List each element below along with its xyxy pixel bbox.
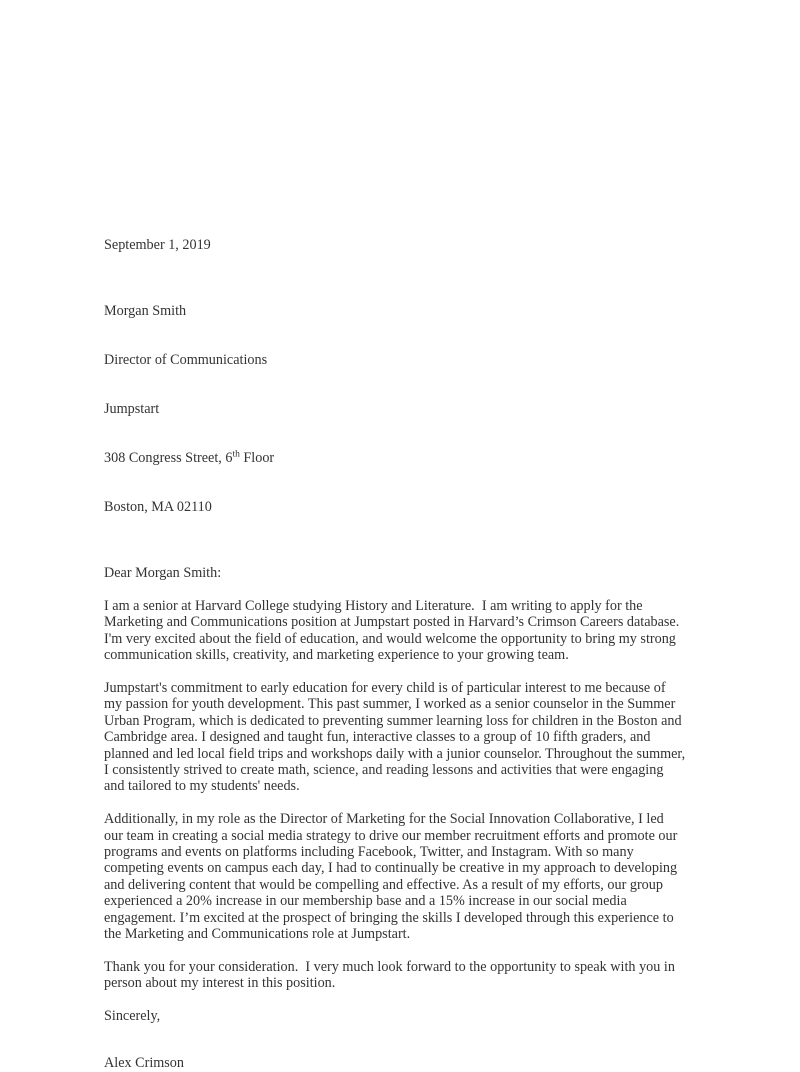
recipient-company: Jumpstart bbox=[104, 401, 160, 418]
recipient-name: Morgan Smith bbox=[104, 302, 187, 319]
recipient-city-state-zip: Boston, MA 02110 bbox=[104, 499, 212, 516]
recipient-street-address bbox=[104, 450, 686, 466]
body-paragraph-4: Thank you for your consideration. I very much look forward to the opportunity to speak with you in person about my interest in this position. bbox=[104, 958, 679, 992]
street-address-ordinal-superscript: th bbox=[232, 449, 240, 460]
letter-date: September 1, 2019 bbox=[104, 237, 211, 253]
signature-name: Alex Crimson bbox=[104, 1055, 184, 1072]
salutation: Dear Morgan Smith: bbox=[104, 565, 222, 582]
recipient-address-block bbox=[104, 270, 686, 549]
street-address-prefix: 308 Congress Street, 6 bbox=[104, 450, 233, 467]
body-paragraph-2: Jumpstart's commitment to early education for every child is of particular interest to me because of my passion for youth development. This past summer, I worked as a senior counselor in the Summer Urban Program, which is dedicated to preventing summer learning loss for children in the Boston and Cambridge area. I designed and taught fun, interactive classes to a group of 10 fifth graders, and planned and led local field trips and workshops daily with a junior counselor. Throughout the summer, I consistently strived to create math, science, and reading lessons and activities that were engaging and tailored to my students' needs. bbox=[104, 679, 689, 795]
body-paragraph-3: Additionally, in my role as the Director of Marketing for the Social Innovation Collaborative, I led our team in creating a social media strategy to drive our member recruitment efforts and promote our programs and events on platforms including Facebook, Twitter, and Instagram. With so many competing events on campus each day, I had to continually be creative in my approach to developing and delivering content that would be compelling and effective. As a result of my efforts, our group experienced a 20% increase in our membership base and a 15% increase in our social media engagement. I’m excited at the prospect of bringing the skills I developed through this experience to the Marketing and Communications role at Jumpstart. bbox=[104, 811, 681, 942]
closing-valediction: Sincerely, bbox=[104, 1007, 161, 1024]
recipient-title: Director of Communications bbox=[104, 351, 268, 368]
body-paragraph-1: I am a senior at Harvard College studying History and Literature. I am writing to apply for the Marketing and Communications position at Jumpstart posted in Harvard’s Crimson Careers database. I'm very excited about the field of education, and would welcome the opportunity to bring my strong communication skills, creativity, and marketing experience to your growing team. bbox=[104, 597, 687, 664]
street-address-suffix: Floor bbox=[239, 450, 275, 467]
